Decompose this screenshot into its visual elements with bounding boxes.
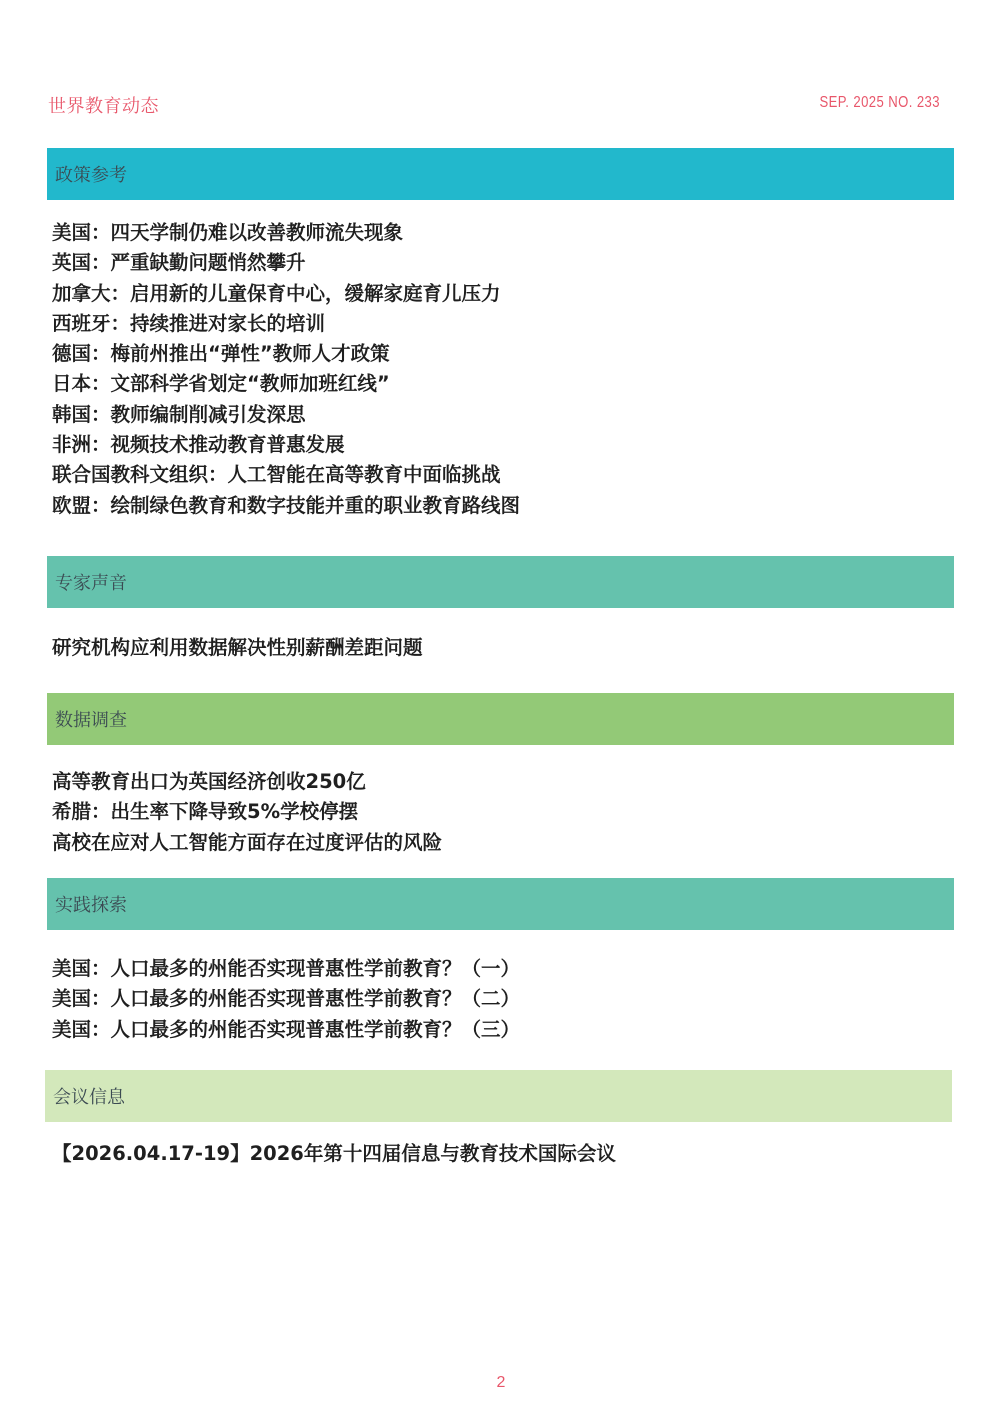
list-item[interactable]: 美国：人口最多的州能否实现普惠性学前教育？（二）	[52, 987, 521, 1011]
section-header-practice	[47, 878, 954, 930]
section-header-expert	[47, 556, 954, 608]
list-item[interactable]: 美国：四天学制仍难以改善教师流失现象	[52, 221, 404, 244]
list-item[interactable]: 非洲：视频技术推动教育普惠发展	[52, 433, 345, 457]
conference-item[interactable]: 【2026.04.17-19】2026年第十四届信息与教育技术国际会议	[52, 1142, 616, 1165]
list-item[interactable]: 加拿大：启用新的儿童保育中心，缓解家庭育儿压力	[52, 281, 501, 305]
journal-title: 世界教育动态	[48, 96, 159, 117]
section-header-policy	[47, 148, 954, 200]
section-title-expert: 专家声音	[55, 573, 127, 594]
list-item[interactable]: 韩国：教师编制削减引发深思	[52, 402, 306, 426]
list-item[interactable]: 高等教育出口为英国经济创收250亿	[52, 770, 366, 793]
page-number: 2	[496, 1374, 506, 1391]
list-item[interactable]: 美国：人口最多的州能否实现普惠性学前教育？（一）	[52, 957, 521, 980]
list-item[interactable]: 研究机构应利用数据解决性别薪酬差距问题	[52, 636, 423, 659]
data-list	[52, 767, 442, 858]
section-title-policy: 政策参考	[55, 165, 127, 186]
policy-list	[52, 218, 520, 521]
expert-list	[52, 633, 423, 663]
list-item[interactable]: 西班牙：持续推进对家长的培训	[52, 311, 326, 335]
section-title-conference: 会议信息	[53, 1087, 125, 1108]
section-title-practice: 实践探索	[55, 895, 127, 916]
list-item[interactable]: 高校在应对人工智能方面存在过度评估的风险	[52, 830, 443, 854]
list-item[interactable]: 日本：文部科学省划定“教师加班红线”	[52, 372, 390, 396]
list-item[interactable]: 希腊：出生率下降导致5%学校停摆	[52, 800, 359, 824]
practice-list	[52, 954, 520, 1045]
list-item[interactable]: 英国：严重缺勤问题悄然攀升	[52, 251, 306, 275]
list-item[interactable]: 欧盟：绘制绿色教育和数字技能并重的职业教育路线图	[52, 493, 521, 517]
section-title-data: 数据调查	[55, 710, 127, 731]
list-item[interactable]: 德国：梅前州推出“弹性”教师人才政策	[52, 342, 390, 366]
section-header-data	[47, 693, 954, 745]
list-item[interactable]: 美国：人口最多的州能否实现普惠性学前教育？（三）	[52, 1017, 521, 1041]
list-item[interactable]: 联合国教科文组织：人工智能在高等教育中面临挑战	[52, 463, 501, 487]
issue-label: SEP. 2025 NO. 233	[819, 94, 940, 111]
section-header-conference	[45, 1070, 952, 1122]
